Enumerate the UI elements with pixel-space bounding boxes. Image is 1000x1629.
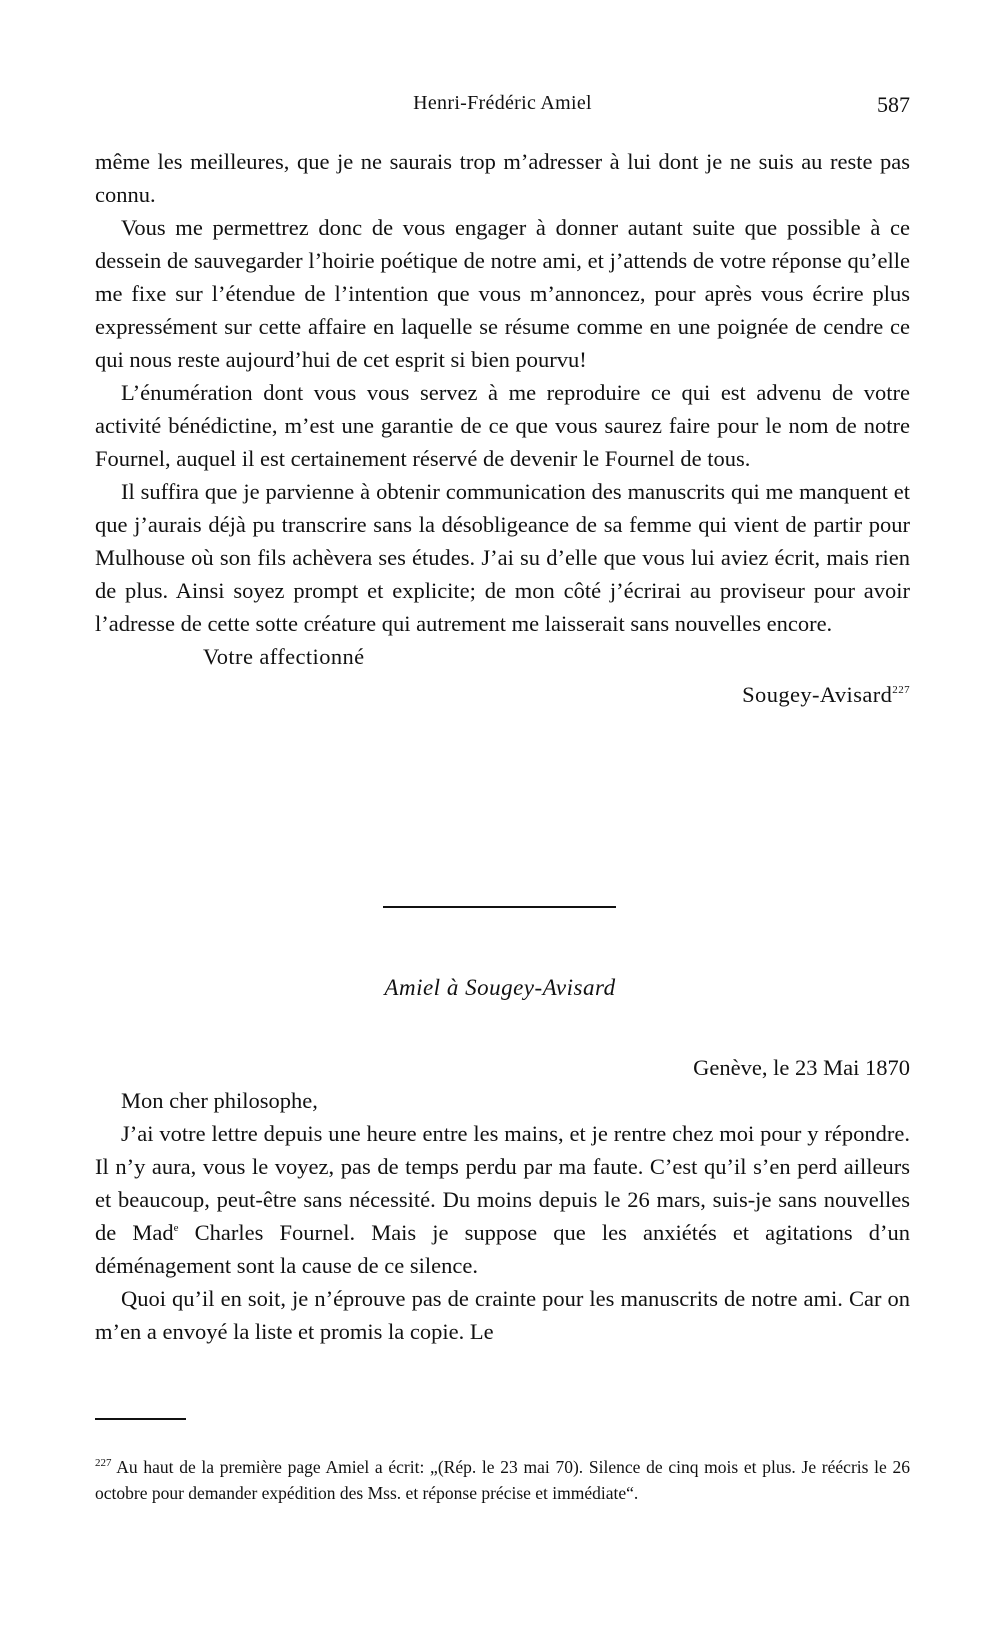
paragraph: Il suffira que je parvienne à obtenir communication des manuscrits qui me manquent et que j’aurais déjà pu transcrire sans la désobligeance de sa femme qui vient de partir pour Mulhouse où son fils achèvera ses études. J’ai su d’elle que vous lui aviez écrit, mais rien de plus. Ainsi soyez prompt et explicite; de mon côté j’écrirai au proviseur pour avoir l’adresse de cette sotte créature qui autrement me laisserait sans nouvelles encore. (95, 479, 910, 636)
signature (95, 678, 910, 711)
footnote-divider (95, 1418, 186, 1420)
page-header (95, 92, 910, 122)
salutation: Mon cher philosophe, (121, 1088, 318, 1113)
paragraph-text: Charles Fournel. Mais je suppose que les anxiétés et agitations d’un déménagement sont la cause de ce silence. (95, 1220, 911, 1278)
paragraph-text: J’ai votre lettre depuis une heure entre les mains, et je rentre chez moi pour y répondre. Il n’y aura, vous le voyez, pas de temps perdu par ma faute. C’est qu’il s’en perd ailleurs et beaucoup, peut-être sans nécessité. Du moins depuis le 26 mars, suis-je sans nouvelles de Mad (95, 1121, 910, 1245)
paragraph: Quoi qu’il en soit, je n’éprouve pas de crainte pour les manuscrits de notre ami. Car on m’en a envoyé la liste et promis la copie. Le (95, 1286, 910, 1344)
paragraph: L’énumération dont vous vous servez à me reproduire ce qui est advenu de votre activité bénédictine, m’est une garantie de ce que vous saurez faire pour le nom de notre Fournel, auquel il est certainement réservé de devenir le Fournel de tous. (95, 380, 910, 471)
signature-name: Sougey-Avisard (742, 682, 893, 707)
footnote-number: 227 (95, 1457, 112, 1469)
paragraph: même les meilleures, que je ne saurais trop m’adresser à lui dont je ne suis au reste pas connu. (95, 149, 910, 207)
superscript: e (173, 1222, 179, 1234)
place-and-date: Genève, le 23 Mai 1870 (693, 1055, 910, 1080)
running-title: Henri-Frédéric Amiel (413, 92, 592, 114)
paragraph (95, 1117, 910, 1282)
closing-formula: Votre affectionné (203, 644, 365, 669)
letter-heading: Amiel à Sougey-Avisard (384, 975, 616, 1000)
page-number: 587 (877, 92, 910, 117)
footnote-text: Au haut de la première page Amiel a écrit: „(Rép. le 23 mai 70). Silence de cinq mois et plus. Je réécris le 26 octobre pour demander expédition des Mss. et réponse précise et immédiate“. (95, 1457, 910, 1503)
letter-sougey-avisard-body (95, 145, 910, 711)
section-divider (383, 906, 616, 908)
footnote-reference: 227 (892, 684, 910, 696)
footnote (95, 1454, 910, 1506)
letter-amiel-body (95, 1051, 910, 1348)
paragraph: Vous me permettrez donc de vous engager à donner autant suite que possible à ce dessein de sauvegarder l’hoirie poétique de notre ami, et j’attends de votre réponse qu’elle me fixe sur l’étendue de l’intention que vous m’annoncez, pour après vous écrire plus expressément sur cette affaire en laquelle se résume comme en une poignée de cendre ce qui nous reste aujourd’hui de cet esprit si bien pourvu! (95, 215, 910, 372)
